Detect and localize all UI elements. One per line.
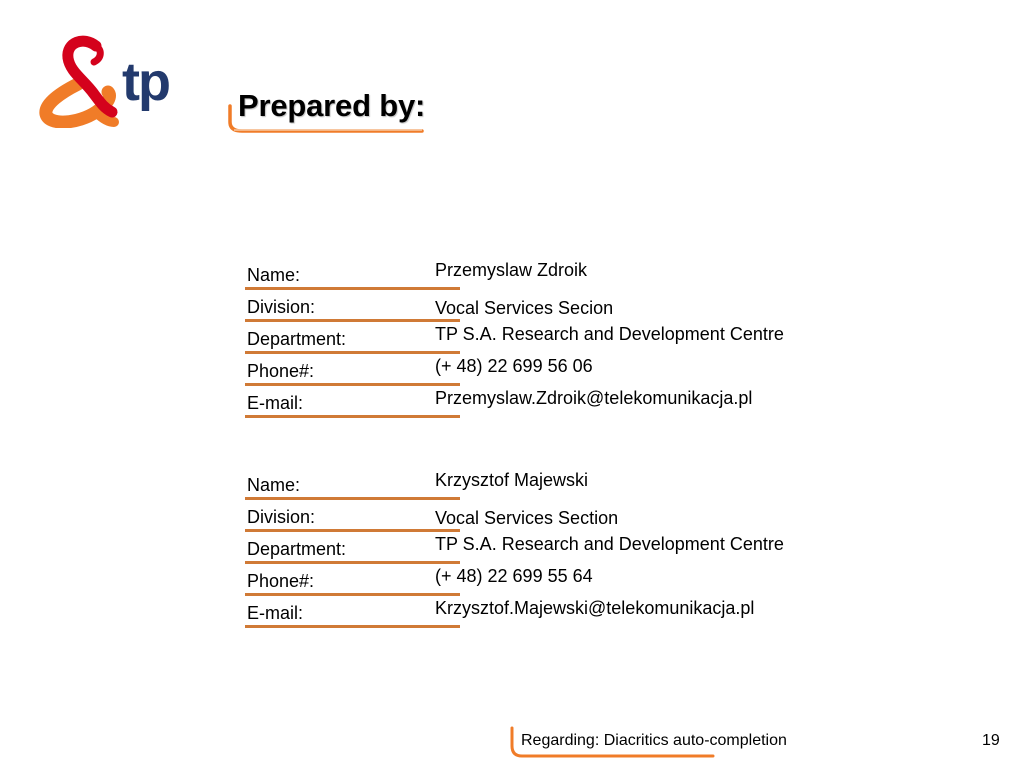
logo-text: tp <box>122 52 169 112</box>
row-value: Przemyslaw Zdroik <box>435 260 588 280</box>
row-label: Division: <box>247 297 316 317</box>
contact-row-department <box>245 322 865 354</box>
contact-row-phone <box>245 354 865 386</box>
row-label: Phone#: <box>247 571 315 591</box>
row-value: Krzysztof.Majewski@telekomunikacja.pl <box>435 598 755 618</box>
footer-text: Regarding: Diacritics auto-completion <box>521 732 787 749</box>
contact-card-1 <box>245 258 865 418</box>
contact-row-department <box>245 532 865 564</box>
footer <box>508 724 828 760</box>
row-value: Przemyslaw.Zdroik@telekomunikacja.pl <box>435 388 753 408</box>
contact-row-name <box>245 468 865 500</box>
row-divider <box>245 415 460 418</box>
row-label: Name: <box>247 265 301 285</box>
row-label: Name: <box>247 475 301 495</box>
row-value: TP S.A. Research and Development Centre <box>435 324 784 344</box>
row-label: Department: <box>247 539 347 559</box>
row-label: E-mail: <box>247 603 304 623</box>
row-label: Division: <box>247 507 316 527</box>
tp-logo-icon <box>38 34 188 128</box>
contact-row-email <box>245 596 865 628</box>
page-number: 19 <box>982 732 1000 749</box>
contact-row-division <box>245 500 865 532</box>
row-value: Krzysztof Majewski <box>435 470 589 490</box>
contact-row-email <box>245 386 865 418</box>
contact-card-2 <box>245 468 865 628</box>
title-area <box>222 86 432 136</box>
row-value: (+ 48) 22 699 56 06 <box>435 356 593 376</box>
tp-logo <box>38 34 188 128</box>
contact-row-division <box>245 290 865 322</box>
row-value: TP S.A. Research and Development Centre <box>435 534 784 554</box>
row-value: (+ 48) 22 699 55 64 <box>435 566 593 586</box>
row-value: Vocal Services Secion <box>435 298 614 318</box>
page-title: Prepared by: <box>238 88 426 123</box>
contact-row-phone <box>245 564 865 596</box>
row-value: Vocal Services Section <box>435 508 619 528</box>
row-label: E-mail: <box>247 393 304 413</box>
row-divider <box>245 625 460 628</box>
row-label: Phone#: <box>247 361 315 381</box>
contact-row-name <box>245 258 865 290</box>
row-label: Department: <box>247 329 347 349</box>
